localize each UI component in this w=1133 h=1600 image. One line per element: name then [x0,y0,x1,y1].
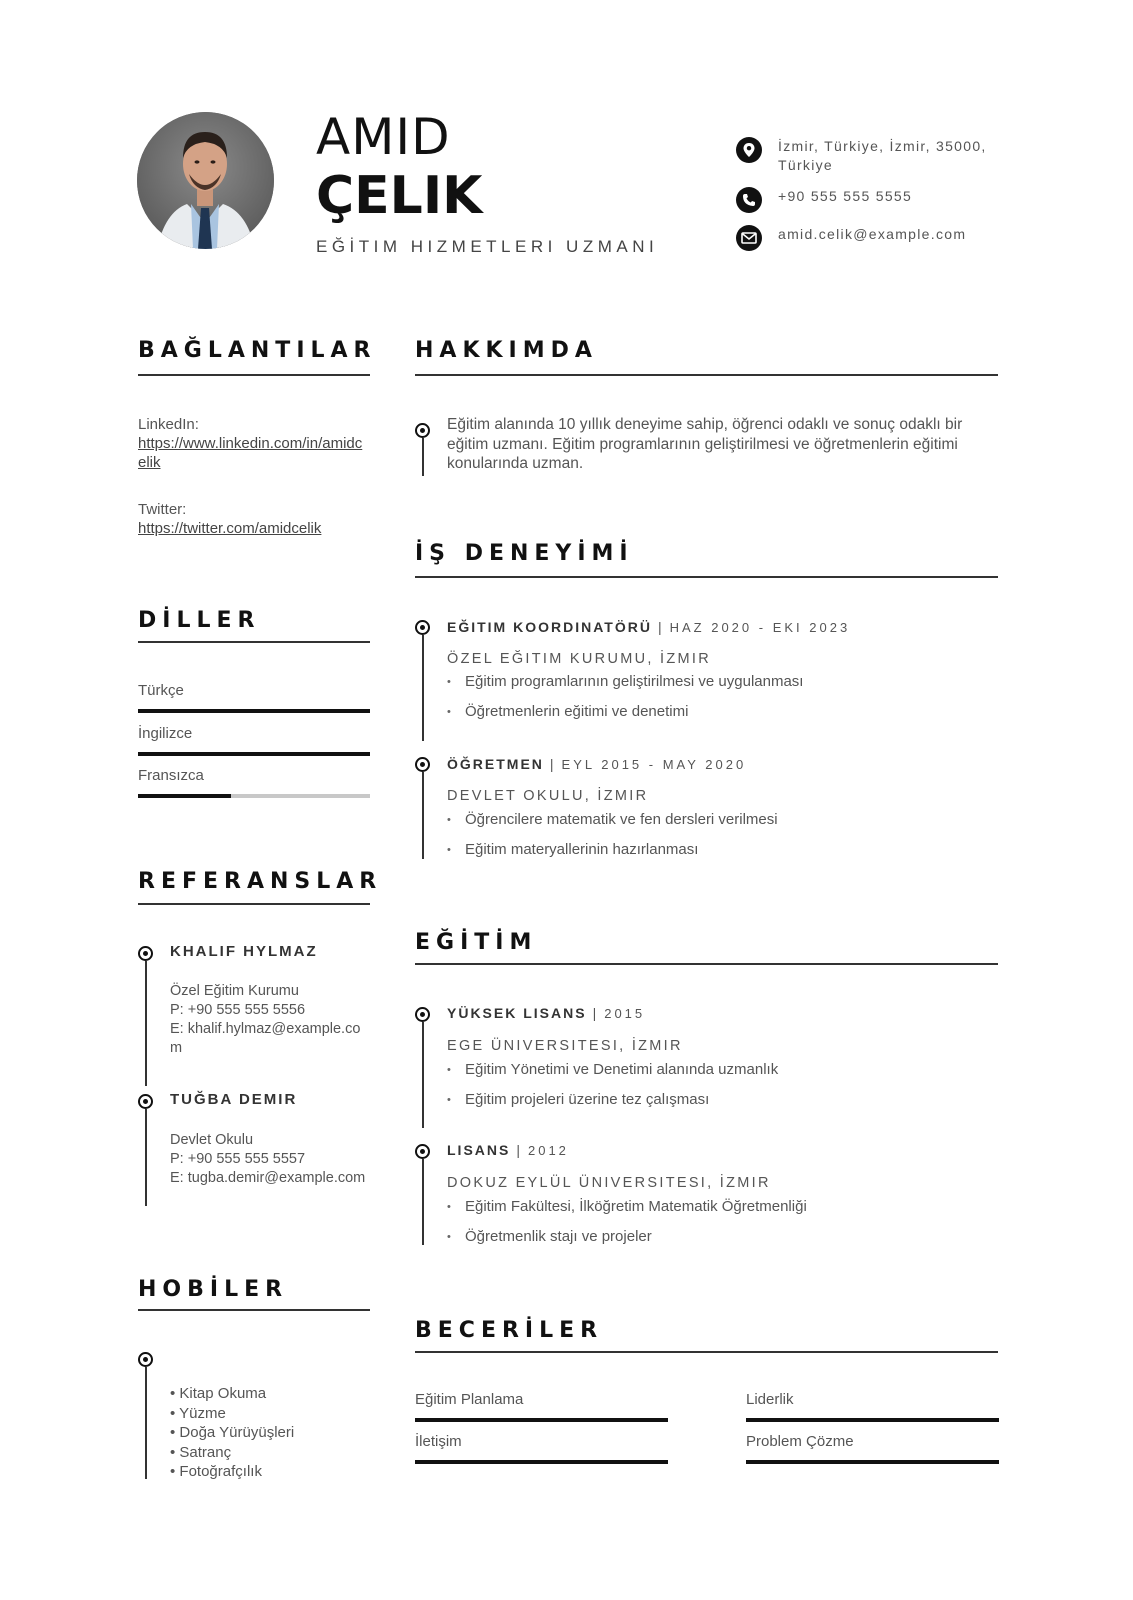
email-text[interactable]: amid.celik@example.com [778,226,967,242]
education-timeline-line [422,1159,424,1245]
separator: | [657,619,664,635]
reference-timeline-line [145,961,147,1086]
phone-icon [736,187,762,213]
skill-bar [746,1460,999,1464]
skill-item [415,1391,668,1422]
education-heading-line [447,1142,569,1158]
reference-name: KHALIF HYLMAZ [170,943,318,960]
first-name: AMID [316,108,451,166]
education-degree: YÜKSEK LISANS [447,1005,587,1021]
experience-heading: İŞ DENEYİMİ [415,541,634,566]
about-timeline-line [422,438,424,476]
experience-rule [415,576,998,578]
about-heading: HAKKIMDA [415,338,598,363]
hobbies-bullet-icon [138,1352,153,1367]
hobby-item: • Yüzme [170,1404,226,1422]
experience-org: ÖZEL EĞITIM KURUMU, İZMIR [447,651,711,667]
linkedin-url[interactable]: https://www.linkedin.com/in/amidcelik [138,435,363,471]
experience-bullet-icon [415,620,430,635]
language-level-bar [138,794,370,798]
language-name: Türkçe [138,682,184,699]
reference-email: E: tugba.demir@example.com [170,1170,366,1186]
education-heading-line [447,1005,645,1021]
experience-bullets [447,811,778,870]
education-bullet-item: • Eğitim projeleri üzerine tez çalışması [447,1091,778,1121]
language-level-fill [138,794,231,798]
twitter-label: Twitter: [138,501,187,518]
linkedin-link-block [138,415,370,472]
separator: | [592,1005,599,1021]
education-school: DOKUZ EYLÜL ÜNIVERSITESI, İZMIR [447,1175,771,1191]
experience-bullet-item: • Eğitim programlarının geliştirilmesi ve uygulanması [447,673,803,703]
languages-rule [138,641,370,643]
twitter-url[interactable]: https://twitter.com/amidcelik [138,520,322,537]
hobbies-heading: HOBİLER [138,1277,289,1302]
reference-phone: P: +90 555 555 5557 [170,1151,306,1167]
hobby-item: • Doğa Yürüyüşleri [170,1424,295,1441]
experience-heading-line [447,756,746,772]
education-bullet-item: • Öğretmenlik stajı ve projeler [447,1228,807,1258]
reference-bullet-icon [138,946,153,961]
hobbies-rule [138,1309,370,1311]
envelope-icon [736,225,762,251]
reference-phone: P: +90 555 555 5556 [170,1002,306,1018]
language-level-bar [138,752,370,756]
experience-date: EYL 2015 - MAY 2020 [561,757,747,772]
education-bullet-item: • Eğitim Yönetimi ve Denetimi alanında uzmanlık [447,1061,778,1091]
reference-email: E: khalif.hylmaz@example.com [170,1021,361,1056]
hobby-item: • Kitap Okuma [170,1385,267,1402]
reference-org: Devlet Okulu [170,1132,254,1148]
experience-role: ÖĞRETMEN [447,756,544,772]
education-school: EGE ÜNIVERSITESI, İZMIR [447,1038,683,1054]
phone-text: +90 555 555 5555 [778,188,913,204]
skill-name: Liderlik [746,1391,794,1408]
references-heading: REFERANSLAR [138,869,383,894]
address-text: İzmir, Türkiye, İzmir, 35000, Türkiye [778,138,987,173]
experience-timeline-line [422,772,424,859]
hobbies-timeline-line [145,1367,147,1479]
experience-bullets [447,673,803,732]
skill-item [415,1433,668,1464]
education-rule [415,963,998,965]
language-row [138,767,370,798]
about-bullet-icon [415,423,430,438]
experience-bullet-item: • Eğitim materyallerinin hazırlanması [447,841,778,871]
language-level-fill [138,752,370,756]
experience-org: DEVLET OKULU, İZMIR [447,788,649,804]
education-heading: EĞİTİM [415,930,538,955]
language-name: Fransızca [138,767,204,784]
reference-timeline-line [145,1109,147,1206]
linkedin-label: LinkedIn: [138,416,199,433]
connections-heading: BAĞLANTILAR [138,338,377,363]
skill-bar [415,1418,668,1422]
language-row [138,725,370,756]
education-bullet-icon [415,1007,430,1022]
reference-name: TUĞBA DEMIR [170,1091,298,1108]
skill-name: Eğitim Planlama [415,1391,524,1408]
references-rule [138,903,370,905]
language-name: İngilizce [138,725,193,742]
education-bullets [447,1061,778,1120]
contact-phone [736,187,996,213]
experience-heading-line [447,619,850,635]
job-title: EĞİTIM HIZMETLERI UZMANI [316,237,659,256]
skill-item [746,1433,999,1464]
language-row [138,682,370,713]
experience-role: EĞITIM KOORDINATÖRÜ [447,619,652,635]
about-text: Eğitim alanında 10 yıllık deneyime sahip, öğrenci odaklı ve sonuç odaklı bir eğitim uzmanı. Eğitim programlarının geliştirilmesi ve öğretmenlerin eğitimi konularında uzman. [447,416,963,472]
education-degree: LISANS [447,1142,511,1158]
language-level-fill [138,709,370,713]
education-year: 2012 [527,1143,569,1158]
skill-bar [746,1418,999,1422]
contact-email [736,225,996,251]
experience-bullet-icon [415,757,430,772]
experience-date: HAZ 2020 - EKI 2023 [669,620,851,635]
languages-heading: DİLLER [138,608,261,633]
skill-bar [415,1460,668,1464]
contact-address [736,137,996,175]
reference-details [170,1131,370,1188]
hobby-item: • Fotoğrafçılık [170,1463,262,1480]
education-year: 2015 [604,1006,646,1021]
connections-rule [138,374,370,376]
education-timeline-line [422,1022,424,1128]
separator: | [516,1142,522,1158]
experience-timeline-line [422,635,424,741]
education-bullet-icon [415,1144,430,1159]
education-bullet-item: • Eğitim Fakültesi, İlköğretim Matematik Öğretmenliği [447,1198,807,1228]
twitter-link-block [138,500,370,538]
skill-name: İletişim [415,1433,462,1450]
hobbies-list [170,1384,294,1482]
skills-rule [415,1351,998,1353]
reference-org: Özel Eğitim Kurumu [170,983,299,999]
hobby-item: • Satranç [170,1443,232,1461]
skill-name: Problem Çözme [746,1433,854,1450]
separator: | [549,756,556,772]
skill-item [746,1391,999,1422]
skills-heading: BECERİLER [415,1318,604,1343]
education-bullets [447,1198,807,1257]
profile-photo [137,112,274,249]
location-pin-icon [736,137,762,163]
experience-bullet-item: • Öğrencilere matematik ve fen dersleri verilmesi [447,811,778,841]
last-name: ÇELIK [316,166,483,226]
reference-bullet-icon [138,1094,153,1109]
reference-details [170,982,370,1058]
language-level-bar [138,709,370,713]
experience-bullet-item: • Öğretmenlerin eğitimi ve denetimi [447,703,803,733]
about-rule [415,374,998,376]
